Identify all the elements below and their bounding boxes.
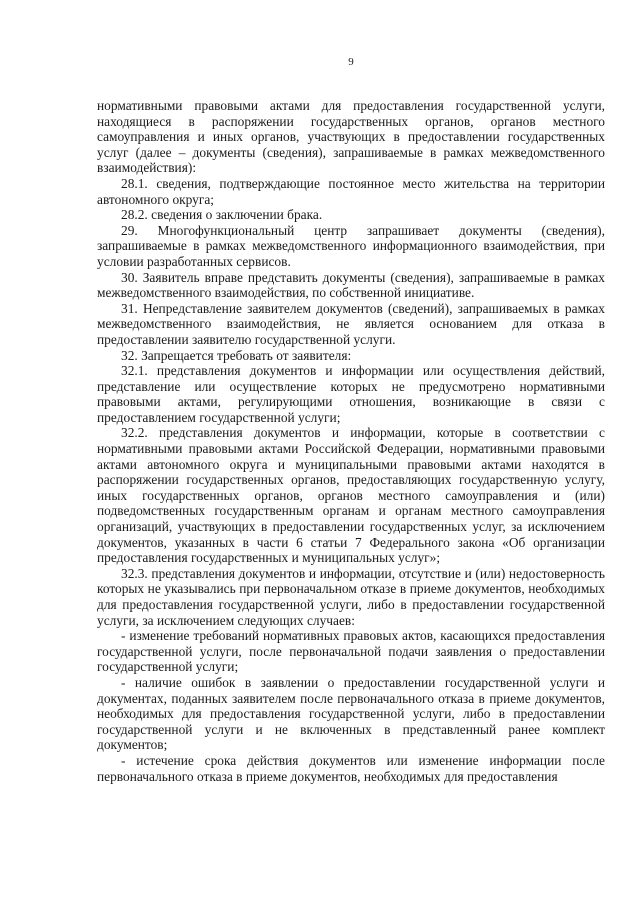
paragraph-28-2: 28.2. сведения о заключении брака. [121, 207, 323, 223]
paragraph-32-2: 32.2. представления документов и информации, которые в соответствии с нормативными правовыми актами Российской Федерации, нормативными правовыми актами автономного округа и муниципальными правовыми актами находятся в распоряжении государственных органов, предоставляющих государственную услугу, иных государственных органов, органов местного самоуправления и (или) подведомственных государственным органам и органам местного самоуправления организаций, участвующих в предоставлении государственных услуг, за исключением документов, указанных в части 6 статьи 7 Федерального закона «Об организации предоставления государственных и муниципальных услуг»; [97, 425, 605, 566]
page-number: 9 [348, 56, 354, 68]
document-page [97, 56, 605, 784]
paragraph-32: 32. Запрещается требовать от заявителя: [121, 347, 352, 363]
paragraph-32-3: 32.3. представления документов и информации, отсутствие и (или) недостоверность которых не указывались при первоначальном отказе в приеме документов, необходимых для предоставления государственной услуги, либо в предоставлении государственной услуги, за исключением следующих случаев: [97, 565, 605, 628]
paragraph-intro-continuation: нормативными правовыми актами для предоставления государственной услуги, находящиеся в распоряжении государственных органов, органов местного самоуправления и иных органов, участвующих в предоставлении государственных услуг (далее – документы (сведения), запрашиваемые в рамках межведомственного взаимодействия): [97, 98, 605, 176]
list-item-errors-in-application: - наличие ошибок в заявлении о предоставлении государственной услуги и документах, поданных заявителем после первоначального отказа в приеме документов, необходимых для предоставления государственной услуги, либо в предоставлении государственной услуги и не включенных в представленный ранее комплект документов; [97, 674, 605, 753]
paragraph-28-1: 28.1. сведения, подтверждающие постоянное место жительства на территории автономного округа; [97, 175, 605, 207]
paragraph-29: 29. Многофункциональный центр запрашивает документы (сведения), запрашиваемые в рамках межведомственного информационного взаимодействия, при условии разработанных сервисов. [97, 222, 605, 269]
paragraph-30: 30. Заявитель вправе представить документы (сведения), запрашиваемые в рамках межведомственного взаимодействия, по собственной инициативе. [97, 269, 605, 301]
list-item-expiry-of-documents: - истечение срока действия документов или изменение информации после первоначального отказа в приеме документов, необходимых для предоставления [97, 752, 605, 784]
paragraph-31: 31. Непредставление заявителем документов (сведений), запрашиваемых в рамках межведомственного взаимодействия, не является основанием для отказа в предоставлении заявителю государственной услуги. [97, 300, 605, 347]
paragraph-32-1: 32.1. представления документов и информации или осуществления действий, представление или осуществление которых не предусмотрено нормативными правовыми актами, регулирующими отношения, возникающие в связи с предоставлением государственной услуги; [97, 363, 605, 425]
list-item-requirements-change: - изменение требований нормативных правовых актов, касающихся предоставления государственной услуги, после первоначальной подачи заявления о предоставлении государственной услуги; [97, 628, 605, 675]
